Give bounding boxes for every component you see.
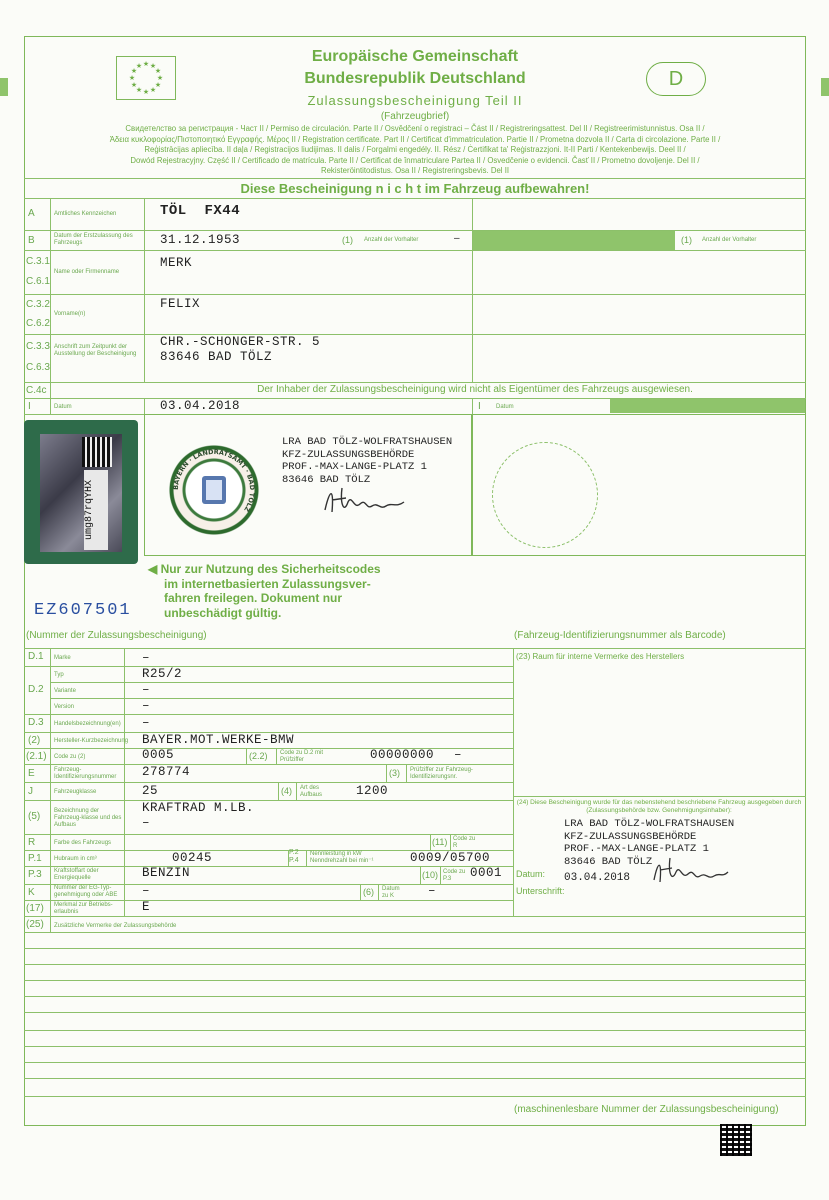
value-name: MERK — [160, 256, 193, 270]
code-5: (5) — [28, 811, 41, 822]
value-vehicle-class: 25 — [142, 784, 159, 798]
label-fuel-code: Code zu P.3 — [443, 869, 466, 882]
code-17: (17) — [26, 903, 44, 914]
code-j: J — [28, 786, 33, 797]
code-2: (2) — [28, 735, 41, 746]
header-line-1: Europäische Gemeinschaft — [311, 48, 519, 65]
label-body-type: Art des Aufbaus — [300, 785, 323, 798]
label-type: Typ — [54, 672, 64, 678]
code-11: (11) — [432, 837, 448, 847]
label-vehicle-class: Fahrzeugklasse — [54, 789, 97, 795]
code-c62: C.6.2 — [26, 318, 50, 329]
holders-label-b: Anzahl der Vorhalter — [702, 237, 757, 243]
value-displacement: 00245 — [172, 851, 213, 865]
value-address-2: 83646 BAD TÖLZ — [160, 350, 273, 364]
eu-flag-icon — [116, 56, 176, 100]
label-color-code: Code zu R — [453, 836, 476, 849]
code-i-b: I — [478, 401, 481, 412]
label-check-digit: Prüfziffer zur Fahrzeug-Identifizierungsnr. — [410, 767, 473, 780]
code-c32: C.3.2 — [26, 299, 50, 310]
code-c4c: C.4c — [26, 385, 47, 396]
label-rpm: Nenndrehzahl bei min⁻¹ — [310, 858, 374, 864]
code-22: (2.2) — [249, 751, 268, 761]
warning-pre: Diese Bescheinigung — [240, 181, 376, 196]
multilingual-line: Rekisteröintitodistus. Osa II / Registreringsbevis. Del II — [320, 166, 510, 176]
value-22-dash: – — [454, 748, 463, 762]
code-d2: D.2 — [28, 684, 44, 695]
svg-text:★: ★ — [156, 74, 164, 82]
label-name: Name oder Firmenname — [54, 269, 120, 275]
value-21: 0005 — [142, 748, 175, 762]
signature-bottom — [650, 852, 730, 893]
code-10: (10) — [422, 870, 439, 880]
svg-text:★: ★ — [149, 86, 157, 94]
multilingual-titles — [60, 124, 770, 177]
value-fuel-code: 0001 — [470, 866, 503, 880]
header-line-3: Zulassungsbescheinigung Teil II — [307, 93, 523, 108]
value-make: – — [142, 651, 151, 665]
security-note-line-2: im internetbasierten Zulassungsver- — [164, 576, 371, 591]
code-b: B — [28, 235, 35, 246]
header-line-4: (Fahrzeugbrief) — [380, 111, 450, 122]
signature-label: Unterschrift: — [516, 886, 565, 896]
value-body-type: 1200 — [356, 784, 389, 798]
value-address-1: CHR.-SCHONGER-STR. 5 — [160, 335, 321, 349]
label-23: (23) Raum für interne Vermerke des Herstellers — [516, 652, 685, 661]
issuer-line-4: 83646 BAD TÖLZ — [564, 855, 653, 868]
value-power-rpm: 0009/05700 — [410, 851, 491, 865]
code-c33: C.3.3 — [26, 341, 50, 352]
label-class-body: Bezeichnung der Fahrzeug-klasse und des Aufbaus — [54, 808, 122, 828]
issuer-line-1: LRA BAD TÖLZ-WOLFRATSHAUSEN — [564, 818, 735, 830]
label-variant: Variante — [54, 688, 76, 694]
value-class-body-2: – — [142, 816, 151, 830]
value-type-approval: – — [142, 884, 151, 898]
svg-text:★: ★ — [154, 81, 162, 89]
multilingual-line: Reģistrācijas apliecība. II daļa / Registracijos liudijimas. II dalis / Forgalmi engedély. II. Rész / Ċertifikat ta' Reġistrazzjoni. It-II Parti / Kentekenbewijs. Deel II / — [144, 145, 686, 155]
value-22: 00000000 — [370, 748, 435, 762]
svg-text:★: ★ — [142, 60, 150, 68]
svg-text:★: ★ — [128, 74, 136, 82]
authority-block — [282, 436, 452, 486]
label-21: Code zu (2) — [54, 754, 86, 760]
holders-dash: – — [454, 233, 460, 244]
right-edge-tab — [821, 78, 829, 96]
machine-readable-label: (maschinenlesbare Nummer der Zulassungsbescheinigung) — [514, 1104, 779, 1115]
signature-top — [320, 480, 410, 525]
document-number: EZ607501 — [34, 601, 132, 620]
security-code: umg87rqYHX — [84, 470, 108, 550]
arrow-left-icon: ◀ — [148, 562, 161, 576]
code-k: K — [28, 887, 35, 898]
code-p2: P.2 — [289, 849, 299, 856]
label-address: Anschrift zum Zeitpunkt der Ausstellung der Bescheinigung — [54, 344, 137, 357]
value-operating-permit: E — [142, 900, 151, 914]
holders-number: (1) — [342, 235, 353, 245]
holders-shaded-field — [473, 231, 675, 250]
code-r: R — [28, 837, 36, 848]
label-displacement: Hubraum in cm³ — [54, 856, 97, 862]
code-c61: C.6.1 — [26, 276, 50, 287]
authority-line-4: 83646 BAD TÖLZ — [282, 473, 371, 486]
label-trade-name: Handelsbezeichnung(en) — [54, 721, 121, 727]
multilingual-line: Dowód Rejestracyjny. Część II / Certificado de matrícula. Parte II / Certificat de înmatriculare Partea II / Osvedčenie o evidencii. Časť II / Prometno dovoljenje. Del II / — [130, 155, 700, 165]
code-25: (25) — [26, 919, 44, 930]
multilingual-line: Свидетелство за регистрация - Част II / Permiso de circulación. Parte II / Osvědčení o registraci – Část II / Registreringsattest. Del II / Registreerimistunnistus. Osa II / — [125, 124, 705, 133]
code-c31: C.3.1 — [26, 256, 50, 267]
value-variant: – — [142, 683, 151, 697]
value-type: R25/2 — [142, 667, 183, 681]
value-vin: 278774 — [142, 765, 191, 779]
label-date: Datum — [54, 404, 72, 410]
issuer-line-3: PROF.-MAX-LANGE-PLATZ 1 — [564, 843, 709, 855]
country-code-oval: D — [646, 62, 706, 96]
datamatrix-code-icon — [720, 1124, 752, 1156]
date-shaded-field — [610, 399, 805, 413]
code-e: E — [28, 768, 35, 779]
svg-text:★: ★ — [142, 88, 150, 96]
label-make: Marke — [54, 655, 71, 661]
code-6: (6) — [363, 887, 374, 897]
label-b: Datum der Erstzulassung des Fahrzeugs — [54, 233, 133, 246]
value-class-body: KRAFTRAD M.LB. — [142, 801, 255, 815]
label-power: Nennleistung in kW — [310, 851, 362, 857]
svg-text:★: ★ — [154, 67, 162, 75]
svg-text:★: ★ — [130, 67, 138, 75]
date-value: 03.04.2018 — [564, 872, 631, 884]
code-21: (2.1) — [26, 751, 47, 762]
value-version: – — [142, 699, 151, 713]
code-a: A — [28, 208, 35, 219]
value-manufacturer: BAYER.MOT.WERKE-BMW — [142, 733, 295, 747]
security-note-line-3: fahren freilegen. Dokument nur — [164, 591, 343, 605]
security-note — [148, 562, 381, 620]
svg-text:★: ★ — [130, 81, 138, 89]
code-d3: D.3 — [28, 717, 44, 728]
security-qr-icon — [82, 437, 112, 467]
svg-text:★: ★ — [135, 62, 143, 70]
vin-barcode-label: (Fahrzeug-Identifizierungsnummer als Barcode) — [514, 630, 726, 641]
date-label: Datum: — [516, 869, 546, 879]
label-approval-date: Datum zu K — [382, 886, 400, 899]
label-24: (24) Diese Bescheinigung wurde für das nebenstehend beschriebene Fahrzeug ausgegeben durch (Zulassungsbehörde bzw. Genehmigungsinhaber): — [516, 799, 802, 814]
authority-line-1: LRA BAD TÖLZ-WOLFRATSHAUSEN — [282, 436, 453, 448]
label-manufacturer: Hersteller-Kurzbezeichnung — [54, 738, 129, 744]
code-4: (4) — [281, 786, 292, 796]
holders-number-b: (1) — [681, 235, 692, 245]
code-p4: P.4 — [289, 857, 299, 864]
code-p3: P.3 — [28, 869, 42, 880]
value-first-registration: 31.12.1953 — [160, 233, 241, 247]
document-number-label: (Nummer der Zulassungsbescheinigung) — [26, 630, 207, 641]
code-c63: C.6.3 — [26, 362, 50, 373]
authority-line-2: KFZ-ZULASSUNGSBEHÖRDE — [282, 448, 415, 461]
warning-emphasis: n i c h t — [375, 181, 422, 196]
seal-text: BAYERN · LANDRATSAMT · BAD TÖLZ — [171, 447, 257, 514]
svg-text:★: ★ — [149, 62, 157, 70]
multilingual-line: Άδεια κυκλοφορίας/Πιστοποιητικό Εγγραφής. Μέρος II / Registration certificate. Part II / Certificat d'immatriculation. Partie II / Prometna dozvola II / Carta di circolazione. Parte II / — [109, 134, 721, 144]
issuer-line-2: KFZ-ZULASSUNGSBEHÖRDE — [564, 830, 697, 843]
label-date-b: Datum — [496, 404, 514, 410]
label-22: Code zu D.2 mit Prüfziffer — [280, 750, 324, 763]
value-issue-date: 03.04.2018 — [160, 399, 241, 413]
value-trade-name: – — [142, 716, 151, 730]
authority-line-3: PROF.-MAX-LANGE-PLATZ 1 — [282, 461, 427, 473]
empty-stamp-circle — [492, 442, 598, 548]
code-d1: D.1 — [28, 651, 44, 662]
value-plate: TÖL FX44 — [160, 203, 241, 219]
label-color: Farbe des Fahrzeugs — [54, 840, 112, 846]
label-firstname: Vorname(n) — [54, 311, 86, 317]
left-edge-tab — [0, 78, 8, 96]
code-i: I — [28, 401, 31, 412]
outer-frame — [24, 36, 806, 1126]
header-line-2: Bundesrepublik Deutschland — [304, 70, 526, 87]
code-p1: P.1 — [28, 853, 42, 864]
label-fuel: Kraftstoffart oder Energiequelle — [54, 868, 99, 881]
owner-notice: Der Inhaber der Zulassungsbescheinigung wird nicht als Eigentümer des Fahrzeugs ausgewiesen. — [257, 384, 693, 395]
value-approval-date: – — [428, 884, 437, 898]
label-additional-notes: Zusätzliche Vermerke der Zulassungsbehörde — [54, 923, 177, 929]
label-a: Amtliches Kennzeichen — [54, 211, 117, 217]
warning-post: im Fahrzeug aufbewahren! — [421, 181, 590, 196]
security-note-line-4: unbeschädigt gültig. — [164, 605, 282, 620]
value-fuel: BENZIN — [142, 866, 191, 880]
holders-label: Anzahl der Vorhalter — [364, 237, 419, 243]
value-firstname: FELIX — [160, 297, 201, 311]
label-vin: Fahrzeug-Identifizierungsnummer — [54, 767, 117, 780]
official-seal — [168, 444, 260, 536]
code-3: (3) — [389, 768, 400, 778]
label-type-approval: Nummer der EG-Typ-genehmigung oder ABE — [54, 885, 118, 898]
svg-text:★: ★ — [135, 86, 143, 94]
security-note-line-1: Nur zur Nutzung des Sicherheitscodes — [160, 562, 381, 576]
label-version: Version — [54, 704, 75, 710]
warning-banner — [24, 181, 806, 196]
label-operating-permit: Merkmal zur Betriebs-erlaubnis — [54, 902, 113, 915]
